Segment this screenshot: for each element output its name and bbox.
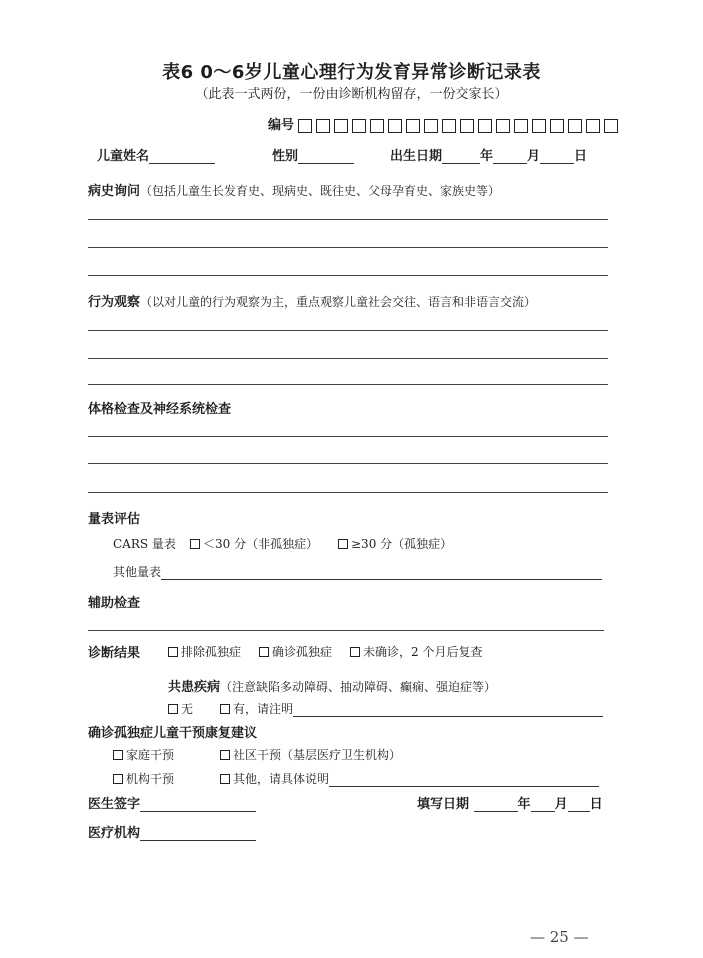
diagnosis-option-pending[interactable] bbox=[350, 643, 482, 660]
doctor-signature-blank[interactable] bbox=[140, 798, 256, 812]
checkbox-icon[interactable] bbox=[220, 704, 230, 714]
checkbox-icon[interactable] bbox=[259, 647, 269, 657]
diagnosis-option-exclude[interactable] bbox=[168, 643, 241, 660]
comorbid-label: 共患疾病 bbox=[168, 680, 221, 695]
serial-digit-box[interactable] bbox=[424, 119, 438, 133]
comorbid-option-has-label: 有，请注明 bbox=[233, 702, 294, 716]
serial-digit-box[interactable] bbox=[442, 119, 456, 133]
serial-digit-box[interactable] bbox=[298, 119, 312, 133]
cars-option-30-plus-label: ≥30 分（孤独症） bbox=[351, 537, 453, 551]
form-title: 表6 0～6岁儿童心理行为发育异常诊断记录表 bbox=[162, 62, 541, 83]
history-line-2[interactable] bbox=[88, 247, 608, 248]
comorbid-option-has[interactable] bbox=[220, 700, 603, 717]
institution-blank[interactable] bbox=[140, 827, 256, 841]
other-scale-blank[interactable] bbox=[161, 566, 602, 580]
aux-line[interactable] bbox=[88, 630, 604, 631]
comorbid-note: （注意缺陷多动障碍、抽动障碍、癫痫、强迫症等） bbox=[220, 680, 497, 694]
page-number: — 25 — bbox=[530, 928, 589, 946]
fill-month-unit: 月 bbox=[554, 797, 568, 812]
fill-month-blank[interactable] bbox=[531, 798, 555, 812]
cars-option-below-30-label: ＜30 分（非孤独症） bbox=[203, 537, 319, 551]
serial-digit-box[interactable] bbox=[568, 119, 582, 133]
physical-line-2[interactable] bbox=[88, 463, 608, 464]
doctor-signature-field[interactable] bbox=[88, 793, 256, 812]
history-label: 病史询问 bbox=[88, 184, 141, 199]
checkbox-icon[interactable] bbox=[220, 774, 230, 784]
behavior-line-1[interactable] bbox=[88, 330, 608, 331]
rehab-option-family[interactable] bbox=[113, 746, 174, 763]
fill-day-unit: 日 bbox=[589, 797, 603, 812]
history-heading bbox=[88, 180, 500, 199]
serial-digit-box[interactable] bbox=[460, 119, 474, 133]
other-scale-label: 其他量表 bbox=[113, 565, 162, 579]
diagnosis-option-confirm-label: 确诊孤独症 bbox=[272, 645, 333, 659]
behavior-note: （以对儿童的行为观察为主，重点观察儿童社会交往、语言和非语言交流） bbox=[140, 295, 537, 309]
rehab-option-community-label: 社区干预（基层医疗卫生机构） bbox=[233, 748, 402, 762]
checkbox-icon[interactable] bbox=[220, 750, 230, 760]
aux-exam-label: 辅助检查 bbox=[88, 596, 141, 611]
cars-option-below-30[interactable] bbox=[190, 535, 318, 552]
behavior-line-3[interactable] bbox=[88, 384, 608, 385]
birth-year-blank[interactable] bbox=[442, 150, 480, 164]
history-line-1[interactable] bbox=[88, 219, 608, 220]
history-note: （包括儿童生长发育史、现病史、既往史、父母孕育史、家族史等） bbox=[140, 184, 501, 198]
checkbox-icon[interactable] bbox=[338, 539, 348, 549]
child-name-label: 儿童姓名 bbox=[97, 149, 150, 164]
fill-date-field[interactable] bbox=[417, 793, 603, 812]
rehab-option-family-label: 家庭干预 bbox=[126, 748, 175, 762]
birth-date-field[interactable] bbox=[390, 145, 587, 164]
diagnosis-option-confirm[interactable] bbox=[259, 643, 332, 660]
serial-digit-box[interactable] bbox=[316, 119, 330, 133]
birth-month-blank[interactable] bbox=[493, 150, 527, 164]
birth-month-unit: 月 bbox=[527, 149, 541, 164]
rehab-other-blank[interactable] bbox=[329, 773, 599, 787]
birth-day-blank[interactable] bbox=[540, 150, 574, 164]
birth-label: 出生日期 bbox=[390, 149, 443, 164]
diagnosis-option-exclude-label: 排除孤独症 bbox=[181, 645, 242, 659]
rehab-option-other-label: 其他，请具体说明 bbox=[233, 772, 330, 786]
form-subtitle: （此表一式两份，一份由诊断机构留存，一份交家长） bbox=[195, 87, 508, 102]
gender-field[interactable] bbox=[272, 145, 354, 164]
physical-exam-label: 体格检查及神经系统检查 bbox=[88, 402, 232, 417]
birth-year-unit: 年 bbox=[480, 149, 494, 164]
serial-digit-box[interactable] bbox=[478, 119, 492, 133]
behavior-label: 行为观察 bbox=[88, 295, 141, 310]
serial-digit-box[interactable] bbox=[586, 119, 600, 133]
other-scale-field[interactable] bbox=[113, 563, 602, 580]
physical-line-1[interactable] bbox=[88, 436, 608, 437]
serial-label: 编号 bbox=[268, 118, 295, 133]
checkbox-icon[interactable] bbox=[168, 704, 178, 714]
fill-day-blank[interactable] bbox=[568, 798, 590, 812]
cars-option-30-plus[interactable] bbox=[338, 535, 452, 552]
institution-field[interactable] bbox=[88, 822, 256, 841]
serial-digit-box[interactable] bbox=[514, 119, 528, 133]
gender-blank[interactable] bbox=[298, 150, 354, 164]
comorbid-heading bbox=[168, 676, 496, 695]
rehab-option-other[interactable] bbox=[220, 770, 599, 787]
gender-label: 性别 bbox=[272, 149, 299, 164]
checkbox-icon[interactable] bbox=[350, 647, 360, 657]
child-name-field[interactable] bbox=[97, 145, 215, 164]
physical-line-3[interactable] bbox=[88, 492, 608, 493]
fill-date-label: 填写日期 bbox=[417, 797, 470, 812]
diagnosis-label: 诊断结果 bbox=[88, 646, 141, 661]
serial-digit-box[interactable] bbox=[604, 119, 618, 133]
birth-day-unit: 日 bbox=[574, 149, 588, 164]
diagnosis-option-pending-label: 未确诊，2 个月后复查 bbox=[363, 645, 483, 659]
institution-label: 医疗机构 bbox=[88, 826, 141, 841]
history-line-3[interactable] bbox=[88, 275, 608, 276]
child-name-blank[interactable] bbox=[149, 150, 215, 164]
serial-digit-box[interactable] bbox=[370, 119, 384, 133]
checkbox-icon[interactable] bbox=[113, 750, 123, 760]
serial-boxes bbox=[298, 119, 618, 133]
cars-label: CARS 量表 bbox=[113, 537, 176, 551]
comorbid-option-none-label: 无 bbox=[181, 702, 194, 716]
serial-number-row bbox=[268, 114, 618, 133]
behavior-heading bbox=[88, 291, 536, 310]
cars-row bbox=[113, 535, 176, 552]
rehab-option-institution[interactable] bbox=[113, 770, 174, 787]
fill-year-blank[interactable] bbox=[474, 798, 518, 812]
serial-digit-box[interactable] bbox=[550, 119, 564, 133]
rehab-option-community[interactable] bbox=[220, 746, 401, 763]
checkbox-icon[interactable] bbox=[113, 774, 123, 784]
fill-year-unit: 年 bbox=[517, 797, 531, 812]
checkbox-icon[interactable] bbox=[168, 647, 178, 657]
serial-digit-box[interactable] bbox=[334, 119, 348, 133]
behavior-line-2[interactable] bbox=[88, 358, 608, 359]
serial-digit-box[interactable] bbox=[406, 119, 420, 133]
checkbox-icon[interactable] bbox=[190, 539, 200, 549]
comorbid-option-none[interactable] bbox=[168, 700, 193, 717]
comorbid-detail-blank[interactable] bbox=[293, 703, 603, 717]
doctor-signature-label: 医生签字 bbox=[88, 797, 141, 812]
scale-label: 量表评估 bbox=[88, 512, 141, 527]
rehab-option-institution-label: 机构干预 bbox=[126, 772, 175, 786]
serial-digit-box[interactable] bbox=[532, 119, 546, 133]
serial-digit-box[interactable] bbox=[388, 119, 402, 133]
rehab-label: 确诊孤独症儿童干预康复建议 bbox=[88, 726, 258, 741]
serial-digit-box[interactable] bbox=[352, 119, 366, 133]
serial-digit-box[interactable] bbox=[496, 119, 510, 133]
